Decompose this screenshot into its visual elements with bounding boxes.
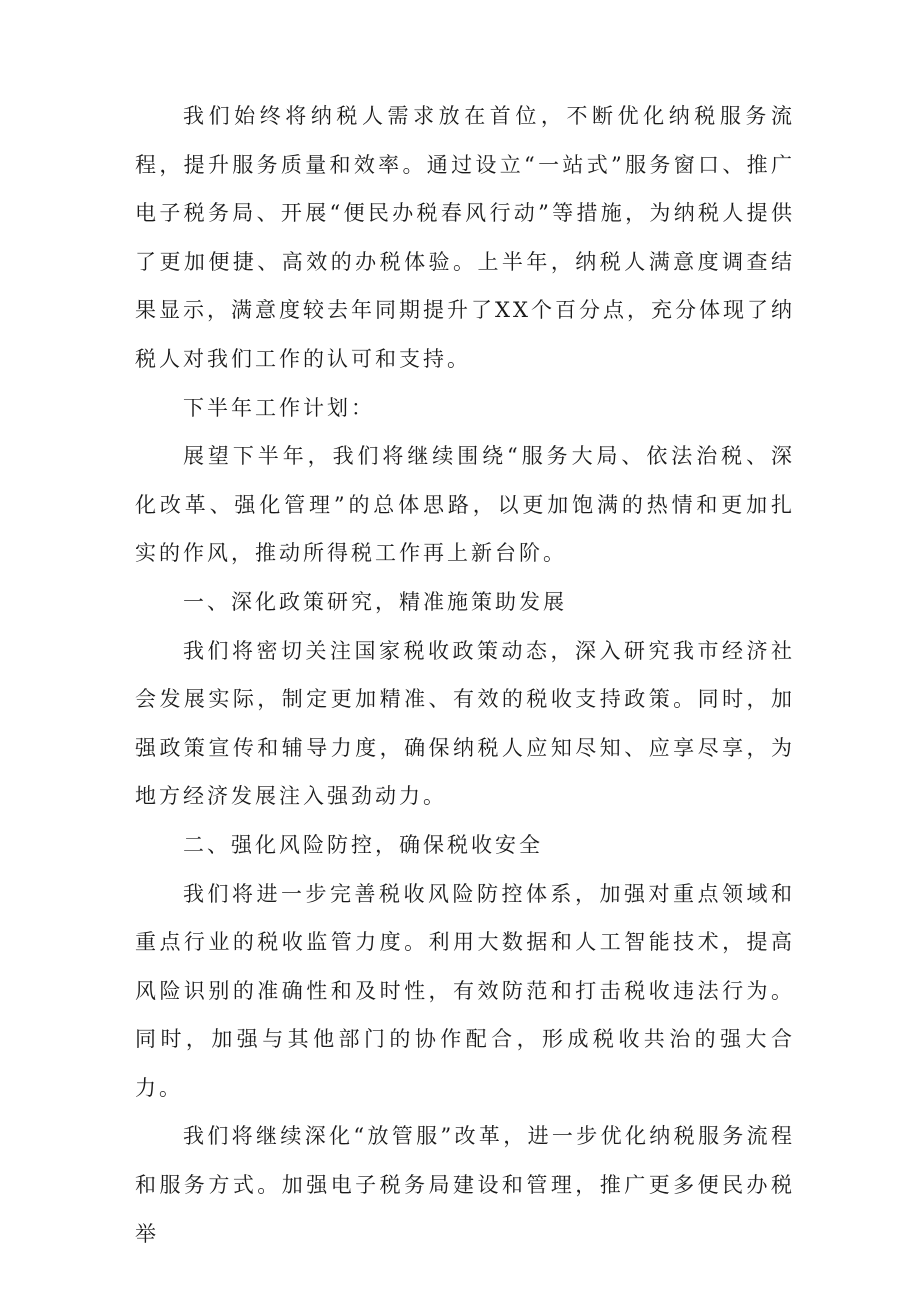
heading-second-half-plan: 下半年工作计划： — [183, 395, 375, 420]
heading-risk-control: 二、强化风险防控，确保税收安全 — [183, 832, 543, 857]
paragraph-risk-control: 我们将进一步完善税收风险防控体系，加强对重点领域和重点行业的税收监管力度。利用大数据和人工智能技术，提高风险识别的准确性和及时性，有效防范和打击税收违法行为。同时，加强与其他部门的协作配合，形成税收共治的强大合力。 — [135, 881, 795, 1100]
paragraph-outlook: 展望下半年，我们将继续围绕“服务大局、依法治税、深化改革、强化管理”的总体思路，以更加饱满的热情和更加扎实的作风，推动所得税工作再上新台阶。 — [135, 444, 795, 566]
heading-policy-research: 一、深化政策研究，精准施策助发展 — [183, 589, 567, 614]
paragraph-policy-research: 我们将密切关注国家税收政策动态，深入研究我市经济社会发展实际，制定更加精准、有效的税收支持政策。同时，加强政策宣传和辅导力度，确保纳税人应知尽知、应享尽享，为地方经济发展注入强劲动力。 — [135, 638, 795, 809]
paragraph-reform: 我们将继续深化“放管服”改革，进一步优化纳税服务流程和服务方式。加强电子税务局建设和管理，推广更多便民办税举 — [135, 1124, 795, 1246]
document-body — [135, 92, 795, 1258]
paragraph-service-achievements: 我们始终将纳税人需求放在首位，不断优化纳税服务流程，提升服务质量和效率。通过设立“一站式”服务窗口、推广电子税务局、开展“便民办税春风行动”等措施，为纳税人提供了更加便捷、高效的办税体验。上半年，纳税人满意度调查结果显示，满意度较去年同期提升了XX个百分点，充分体现了纳税人对我们工作的认可和支持。 — [135, 104, 795, 371]
